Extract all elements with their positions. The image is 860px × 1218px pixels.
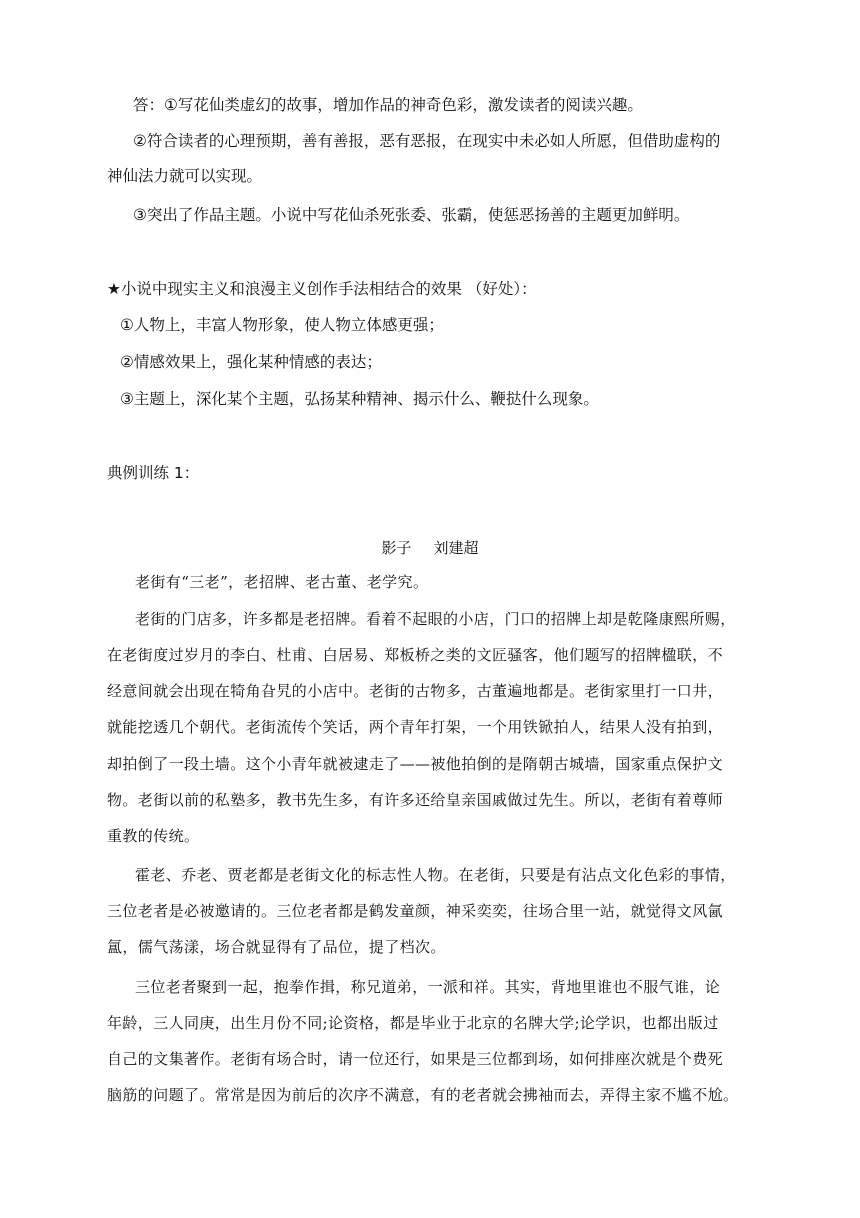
story-line-10: 三位老者是必被邀请的。三位老者都是鹤发童颜，神采奕奕，往场合里一站，就觉得文风氤 xyxy=(107,902,724,920)
story-line-6: 却拍倒了一段土墙。这个小青年就被逮走了——被他拍倒的是隋朝古城墙，国家重点保护文 xyxy=(107,755,724,773)
story-line-13: 年龄，三人同庚，出生月份不同;论资格，都是毕业于北京的名牌大学;论学识，也都出版过 xyxy=(107,1014,719,1032)
summary-heading: ★小说中现实主义和浪漫主义创作手法相结合的效果 （好处）： xyxy=(107,280,537,298)
summary-point-2: ②情感效果上，强化某种情感的表达； xyxy=(120,353,382,371)
story-title: 影子 xyxy=(381,539,412,557)
answer-line-3: 神仙法力就可以实现。 xyxy=(107,167,263,185)
story-line-4: 经意间就会出现在犄角旮旯的小店中。老街的古物多，古董遍地都是。老街家里打一口井， xyxy=(107,682,724,700)
story-line-8: 重教的传统。 xyxy=(107,827,200,845)
story-line-7: 物。老街以前的私塾多，教书先生多，有许多还给皇亲国戚做过先生。所以，老街有着尊师 xyxy=(107,791,724,809)
summary-point-3: ③主题上，深化某个主题，弘扬某种精神、揭示什么、鞭挞什么现象。 xyxy=(120,390,599,408)
answer-line-4: ③突出了作品主题。小说中写花仙杀死张委、张霸，使惩恶扬善的主题更加鲜明。 xyxy=(133,206,690,224)
answer-line-2: ②符合读者的心理预期，善有善报，恶有恶报，在现实中未必如人所愿，但借助虚构的 xyxy=(133,132,721,150)
story-line-14: 自己的文集著作。老街有场合时，请一位还行，如果是三位都到场，如何排座次就是个费死 xyxy=(107,1050,724,1068)
summary-point-1: ①人物上，丰富人物形象，使人物立体感更强； xyxy=(120,316,444,334)
story-author: 刘建超 xyxy=(433,539,479,557)
story-line-5: 就能挖透几个朝代。老街流传个笑话，两个青年打架，一个用铁锨拍人，结果人没有拍到， xyxy=(107,718,724,736)
story-line-9: 霍老、乔老、贾老都是老街文化的标志性人物。在老街，只要是有沾点文化色彩的事情， xyxy=(135,866,736,884)
story-line-15: 脑筋的问题了。常常是因为前后的次序不满意，有的老者就会拂袖而去，弄得主家不尴不尬。 xyxy=(107,1086,739,1104)
story-line-12: 三位老者聚到一起，抱拳作揖，称兄道弟，一派和祥。其实，背地里谁也不服气谁，论 xyxy=(135,978,721,996)
story-line-11: 氲，儒气荡漾，场合就显得有了品位，提了档次。 xyxy=(107,938,446,956)
story-title-line xyxy=(0,537,860,558)
story-line-1: 老街有“三老”，老招牌、老古董、老学究。 xyxy=(135,573,429,591)
story-line-3: 在老街度过岁月的李白、杜甫、白居易、郑板桥之类的文匠骚客，他们题写的招牌楹联，不 xyxy=(107,646,724,664)
story-line-2: 老街的门店多，许多都是老招牌。看着不起眼的小店，门口的招牌上却是乾隆康熙所赐， xyxy=(135,610,736,628)
exercise-label: 典例训练 1： xyxy=(107,464,200,482)
answer-line-1: 答：①写花仙类虚幻的故事，增加作品的神奇色彩，激发读者的阅读兴趣。 xyxy=(133,96,643,114)
